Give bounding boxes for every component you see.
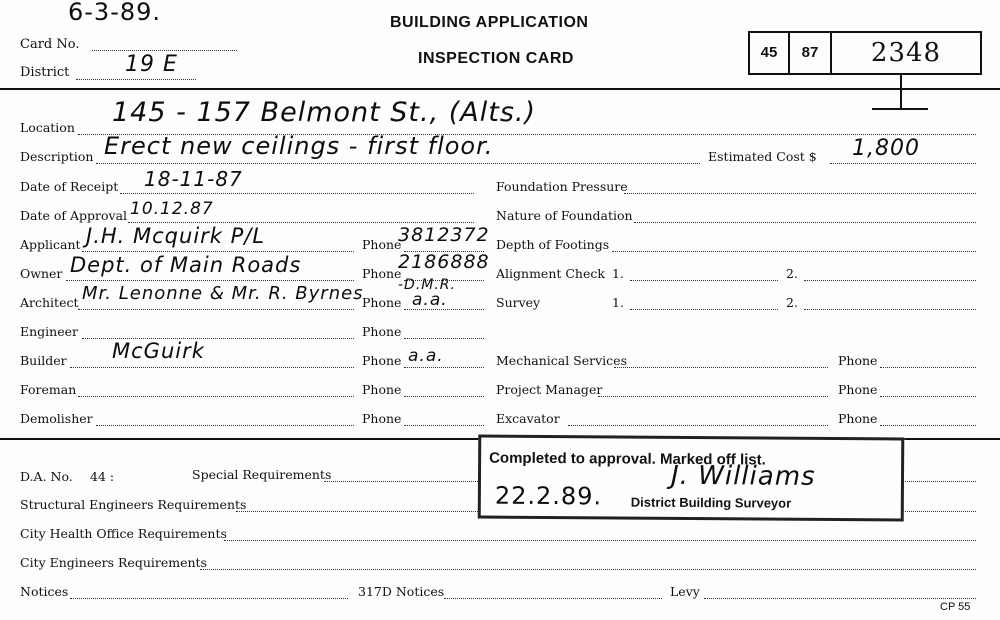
special-requirements-label: Special Requirements [192,467,332,482]
phone-line [880,396,976,397]
notices-317d-line [444,598,662,599]
date-receipt-value: 18-11-87 [144,167,243,191]
notices-label: Notices [20,584,69,599]
nature-foundation-line [634,222,976,223]
owner-phone-label: Phone [362,266,402,281]
stamp-signature: J. Williams [670,460,816,492]
survey-num2: 2. [786,295,798,310]
description-value: Erect new ceilings - first floor. [104,132,494,160]
stamp-completed-text: Completed to approval. Marked off list. [489,449,766,469]
description-line [96,163,700,164]
builder-line [70,367,354,368]
foreman-phone-label: Phone [362,382,402,397]
card-number-box [748,31,982,75]
city-health-line [224,540,976,541]
description-label: Description [20,149,94,164]
depth-footings-label: Depth of Footings [496,237,610,252]
notices-line [70,598,348,599]
district-value: 19 E [125,52,178,77]
applicant-value: J.H. Mcquirk P/L [86,224,266,248]
survey-line2 [804,309,976,310]
alignment-check-label: Alignment Check [496,266,605,281]
demolisher-phone-label: Phone [362,411,402,426]
mechanical-line [614,367,828,368]
pen-mark [900,74,902,108]
excavator-phone-label: Phone [838,411,878,426]
form-code: CP 55 [940,601,971,613]
card-title-line1: BUILDING APPLICATION [390,14,589,31]
applicant-label: Applicant [20,237,81,252]
date-approval-line [128,222,474,223]
mechanical-label: Mechanical Services [496,353,627,368]
engineer-phone-label: Phone [362,324,402,339]
estimated-cost-line [830,163,976,164]
owner-value: Dept. of Main Roads [70,253,302,277]
survey-num1: 1. [612,295,624,310]
city-health-label: City Health Office Requirements [20,526,227,541]
phone-line [880,425,976,426]
owner-label: Owner [20,266,63,281]
alignment-num1: 1. [612,266,624,281]
structural-label: Structural Engineers Requirements [20,497,247,512]
owner-line [66,280,354,281]
builder-value: McGuirk [112,339,205,363]
survey-label: Survey [496,295,541,310]
city-engineers-label: City Engineers Requirements [20,555,207,570]
handwritten-date: 6-3-89. [68,0,162,26]
levy-label: Levy [670,584,700,599]
box-b: 87 [790,33,832,73]
applicant-line [82,251,354,252]
phone-line [404,338,484,339]
phone-line [404,280,484,281]
excavator-line [568,425,828,426]
project-manager-phone-label: Phone [838,382,878,397]
notices-317d-label: 317D Notices [358,584,445,599]
city-engineers-line [200,569,976,570]
applicant-phone-label: Phone [362,237,402,252]
architect-phone-label: Phone [362,295,402,310]
da-no-value: 44 : [90,469,115,484]
alignment-num2: 2. [786,266,798,281]
survey-line1 [630,309,778,310]
estimated-cost-value: 1,800 [852,136,920,161]
district-line [76,79,196,80]
architect-note: -D.M.R. [398,277,456,293]
date-receipt-label: Date of Receipt [20,179,119,194]
date-approval-label: Date of Approval [20,208,128,223]
card-number: 2348 [870,38,942,68]
completion-stamp [478,435,905,522]
foundation-pressure-line [624,193,976,194]
architect-line [78,309,354,310]
phone-line [404,396,484,397]
foundation-pressure-label: Foundation Pressure [496,179,628,194]
builder-phone-label: Phone [362,353,402,368]
date-approval-value: 10.12.87 [130,199,214,219]
alignment-line1 [630,280,778,281]
date-receipt-line [120,193,474,194]
nature-foundation-label: Nature of Foundation [496,208,633,223]
foreman-line [78,396,354,397]
da-no-label: D.A. No. [20,469,73,484]
stamp-surveyor-text: District Building Surveyor [630,494,792,511]
phone-line [404,367,484,368]
project-manager-line [598,396,828,397]
district-label: District [20,65,70,80]
architect-value: Mr. Lenonne & Mr. R. Byrnes [82,283,364,304]
applicant-phone: 3812372 [398,224,490,246]
phone-line [404,425,484,426]
project-manager-label: Project Manager [496,382,603,397]
estimated-cost-label: Estimated Cost $ [708,149,817,164]
box-a: 45 [750,33,790,73]
alignment-line2 [804,280,976,281]
card-no-label: Card No. [20,37,80,52]
demolisher-label: Demolisher [20,411,93,426]
builder-phone: a.a. [408,346,444,366]
mechanical-phone-label: Phone [838,353,878,368]
foreman-label: Foreman [20,382,77,397]
engineer-label: Engineer [20,324,78,339]
phone-line [880,367,976,368]
stamp-date: 22.2.89. [494,481,603,511]
card-title-line2: INSPECTION CARD [418,50,574,67]
rule-top [0,88,1000,90]
demolisher-line [96,425,354,426]
architect-label: Architect [20,295,79,310]
location-label: Location [20,120,75,135]
card-no-line [92,50,237,51]
levy-line [704,598,976,599]
owner-phone: 2186888 [398,251,490,273]
builder-label: Builder [20,353,67,368]
location-value: 145 - 157 Belmont St., (Alts.) [112,97,537,128]
architect-phone: a.a. [412,290,448,310]
depth-footings-line [612,251,976,252]
pen-mark [872,108,928,110]
excavator-label: Excavator [496,411,560,426]
